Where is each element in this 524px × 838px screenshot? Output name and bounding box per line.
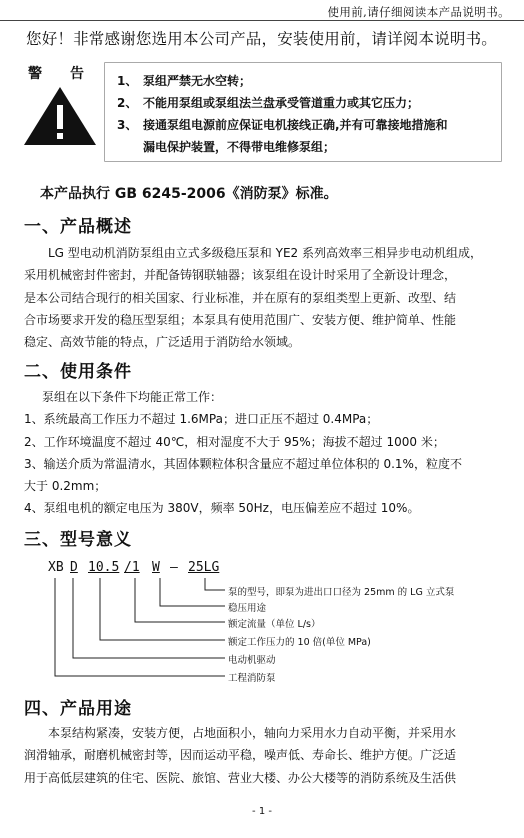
model-label: 额定工作压力的 10 倍(单位 MPa)	[228, 637, 371, 648]
conditions-paragraph: 泵组在以下条件下均能正常工作： 1、系统最高工作压力不超过 1.6MPa；进口正压不超过 0.4MPa； 2、工作环境温度不超过 40℃，相对湿度不大于 95%；海拔不超过 1000 米； 3、输送介质为常温清水，其固体颗粒体积含量应不超过单位体积的 0.1%，粒度不 大于 0.2mm； 4、泵组电机的额定电压为 380V，频率 50Hz，电压偏差应不超过 10%。	[24, 390, 462, 516]
section-heading-model: 三、型号意义	[24, 530, 132, 550]
header-note: 使用前,请仔细阅读本产品说明书。	[327, 5, 510, 19]
overview-paragraph: LG 型电动机消防泵组由立式多级稳压泵和 YE2 系列高效率三相异步电动机组成， 采用机械密封件密封，并配备铸钢联轴器；该泵组在设计时采用了全新设计理念， 是本公司结合现行的相关国家、行业标准，并在原有的泵组类型上更新、改型、结 合市场要求开发的稳压型泵组；本泵具有使用范围广、安装方便、维护简单、性能 稳定、高效节能的特点，广泛适用于消防给水领域。	[24, 246, 482, 350]
usage-paragraph: 本泵结构紧凑，安装方便，占地面积小，轴向力采用水力自动平衡，并采用水 润滑轴承，耐磨机械密封等，因而运动平稳，噪声低、寿命长、维护方便。广泛适 用于高低层建筑的住宅、医院、旅馆、营业大楼、办公大楼等的消防系统及生活供	[24, 726, 457, 785]
model-label: 泵的型号，即泵为进出口口径为 25mm 的 LG 立式泵	[228, 587, 455, 598]
page-number: - 1 -	[252, 806, 272, 817]
greeting-text: 您好！非常感谢您选用本公司产品，安装使用前，请详阅本说明书。	[26, 30, 498, 48]
warning-title: 警告	[28, 66, 112, 82]
model-label: 稳压用途	[228, 603, 267, 614]
standard-statement: 本产品执行 GB 6245-2006《消防泵》标准。	[40, 186, 338, 202]
warning-item: 漏电保护装置，不得带电维修泵组；	[143, 140, 336, 154]
section-heading-overview: 一、产品概述	[24, 217, 132, 237]
warning-item: 2、 不能用泵组或泵组法兰盘承受管道重力或其它压力；	[117, 96, 420, 110]
model-label: 额定流量（单位 L/s）	[228, 619, 321, 630]
warning-box	[104, 62, 502, 162]
section-heading-conditions: 二、使用条件	[24, 362, 132, 382]
warning-item: 1、 泵组严禁无水空转；	[117, 74, 252, 88]
model-label: 工程消防泵	[228, 673, 276, 684]
warning-triangle-icon	[22, 85, 98, 147]
warning-item: 3、 接通泵组电源前应保证电机接线正确,并有可靠接地措施和	[117, 118, 448, 132]
header-rule	[0, 20, 524, 21]
model-label: 电动机驱动	[228, 655, 276, 666]
section-heading-usage: 四、产品用途	[24, 699, 132, 719]
